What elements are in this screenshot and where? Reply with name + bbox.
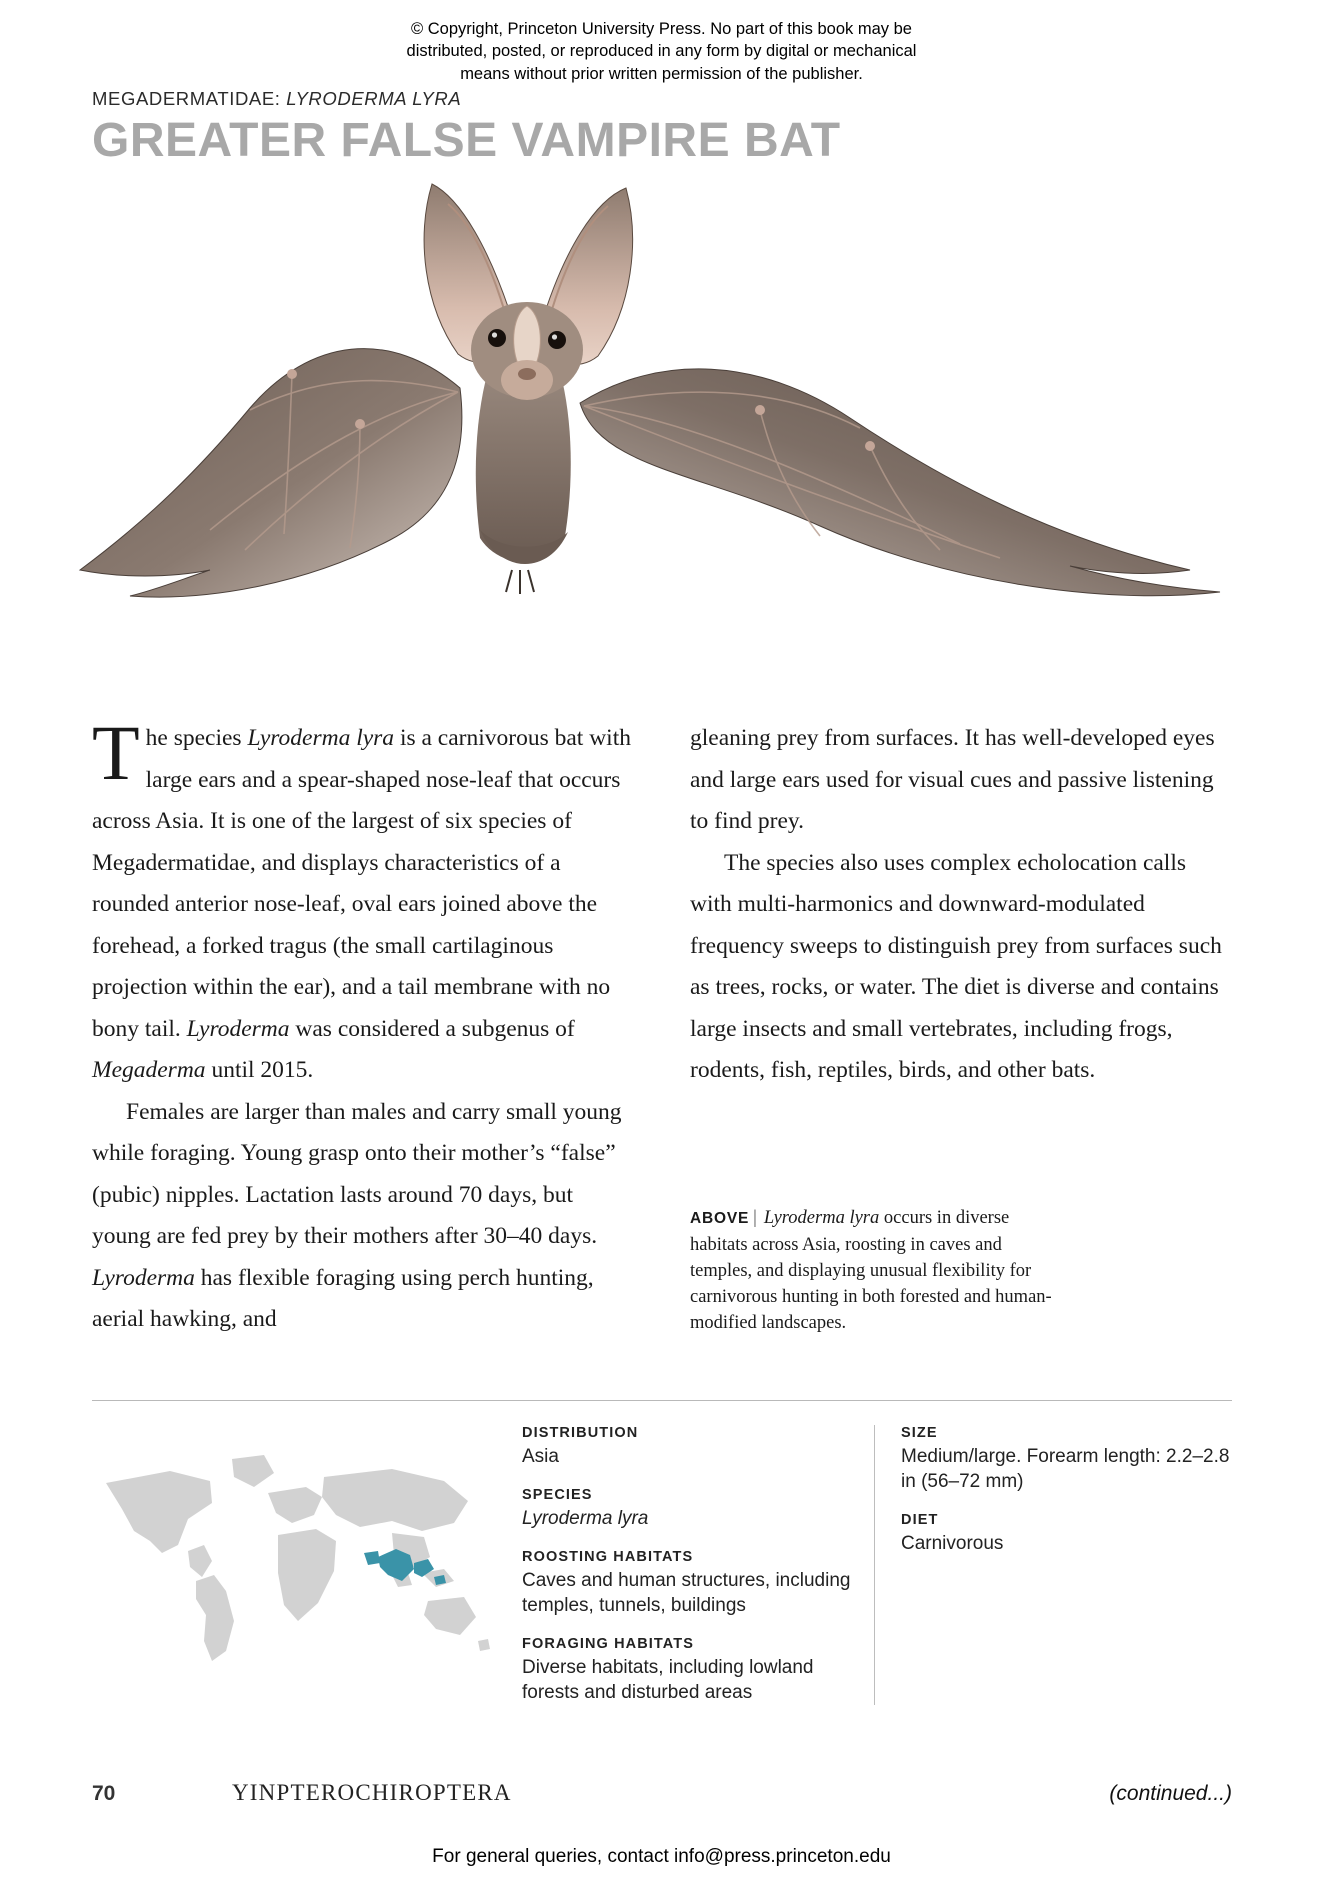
roosting-habitats-value: Caves and human structures, including temples, tunnels, buildings xyxy=(522,1570,851,1616)
world-map-svg xyxy=(92,1445,492,1675)
paragraph-4: The species also uses complex echolocation calls with multi-harmonics and downward-modulated frequency sweeps to distinguish prey from surfaces such as trees, rocks, or water. The diet is diverse and contains large insects and small vertebrates, including frogs, rodents, fish, reptiles, birds, and other bats. xyxy=(690,849,1222,1083)
foraging-habitats-value: Diverse habitats, including lowland forests and disturbed areas xyxy=(522,1657,814,1703)
p1-text-d: until 2015. xyxy=(205,1057,314,1083)
page-header xyxy=(92,88,1232,166)
p1-sci-1: Lyroderma lyra xyxy=(247,725,395,751)
page-footer xyxy=(92,1780,1232,1806)
p2-text-b: has flexible foraging using perch hunting, aerial hawking, and xyxy=(92,1264,594,1332)
running-head: YINPTEROCHIROPTERA xyxy=(232,1780,512,1805)
caption-text: occurs in diverse habitats across Asia, roosting in caves and temples, and displaying unusual flexibility for carnivorous hunting in both forested and human-modified landscapes. xyxy=(690,1208,1052,1333)
column-left xyxy=(92,709,634,1341)
p2-text-a: Females are larger than males and carry small young while foraging. Young grasp onto their mother’s “false” (pubic) nipples. Lactation lasts around 70 days, but young are fed prey by their mothers after 30–40 days. xyxy=(92,1098,622,1249)
size-value: Medium/large. Forearm length: 2.2–2.8 in (56–72 mm) xyxy=(901,1446,1230,1492)
distribution-map xyxy=(92,1425,522,1705)
continued-label: (continued...) xyxy=(1109,1782,1232,1805)
species-fact-panel xyxy=(92,1425,1232,1705)
page-title: GREATER FALSE VAMPIRE BAT xyxy=(92,114,841,167)
copyright-notice-bottom: For general queries, contact info@press.princeton.edu xyxy=(432,1846,891,1867)
paragraph-2 xyxy=(92,1092,634,1341)
diet-value: Carnivorous xyxy=(901,1533,1004,1554)
p1-text-a: he species xyxy=(145,725,248,751)
drop-cap: T xyxy=(92,709,140,796)
p1-text-c: was considered a subgenus of xyxy=(289,1015,575,1042)
distribution-label: DISTRIBUTION xyxy=(522,1425,639,1441)
copyright-notice-top xyxy=(0,18,1323,85)
fact-column-left xyxy=(522,1425,875,1705)
caption-label: ABOVE xyxy=(690,1210,750,1227)
family-name: MEGADERMATIDAE: xyxy=(92,88,281,109)
roosting-habitats-label: ROOSTING HABITATS xyxy=(522,1549,694,1565)
p2-sci-1: Lyroderma xyxy=(92,1264,195,1291)
fact-column-right xyxy=(875,1425,1231,1705)
article-body xyxy=(92,709,1232,1341)
p1-sci-3: Megaderma xyxy=(92,1057,206,1083)
copyright-line-2: distributed, posted, or reproduced in any form by digital or mechanical xyxy=(406,42,917,61)
copyright-line-1: © Copyright, Princeton University Press. No part of this book may be xyxy=(411,20,912,38)
p1-text-b: is a carnivorous bat with large ears and a spear-shaped nose-leaf that occurs across Asia. It is one of the largest of six species of Megadermatidae, and displays characteristics of a rounded anterior nose-leaf, oval ears joined above the forehead, a forked tragus (the small cartilaginous projection within the ear), and a tail membrane with no bony tail. xyxy=(92,725,631,1042)
diet-label: DIET xyxy=(901,1512,939,1528)
size-label: SIZE xyxy=(901,1425,938,1441)
caption-divider: | xyxy=(753,1208,757,1228)
copyright-line-3: means without prior written permission of the publisher. xyxy=(460,64,863,83)
figure-caption xyxy=(690,1205,1060,1336)
bat-photograph xyxy=(60,178,1260,608)
paragraph-1 xyxy=(92,709,634,1092)
species-label: SPECIES xyxy=(522,1487,593,1503)
foraging-habitats-label: FORAGING HABITATS xyxy=(522,1636,695,1652)
species-value: Lyroderma lyra xyxy=(522,1508,649,1529)
page-number: 70 xyxy=(92,1782,116,1805)
species-scientific-name: LYRODERMA LYRA xyxy=(286,88,462,109)
p1-sci-2: Lyroderma xyxy=(186,1015,290,1042)
caption-sci-name: Lyroderma lyra xyxy=(763,1208,880,1228)
distribution-value: Asia xyxy=(522,1446,559,1467)
family-line xyxy=(92,88,1232,110)
paragraph-3: gleaning prey from surfaces. It has well-developed eyes and large ears used for visual cues and passive listening to find prey. xyxy=(690,725,1215,834)
section-divider xyxy=(92,1400,1232,1401)
bat-illustration xyxy=(60,178,1260,608)
